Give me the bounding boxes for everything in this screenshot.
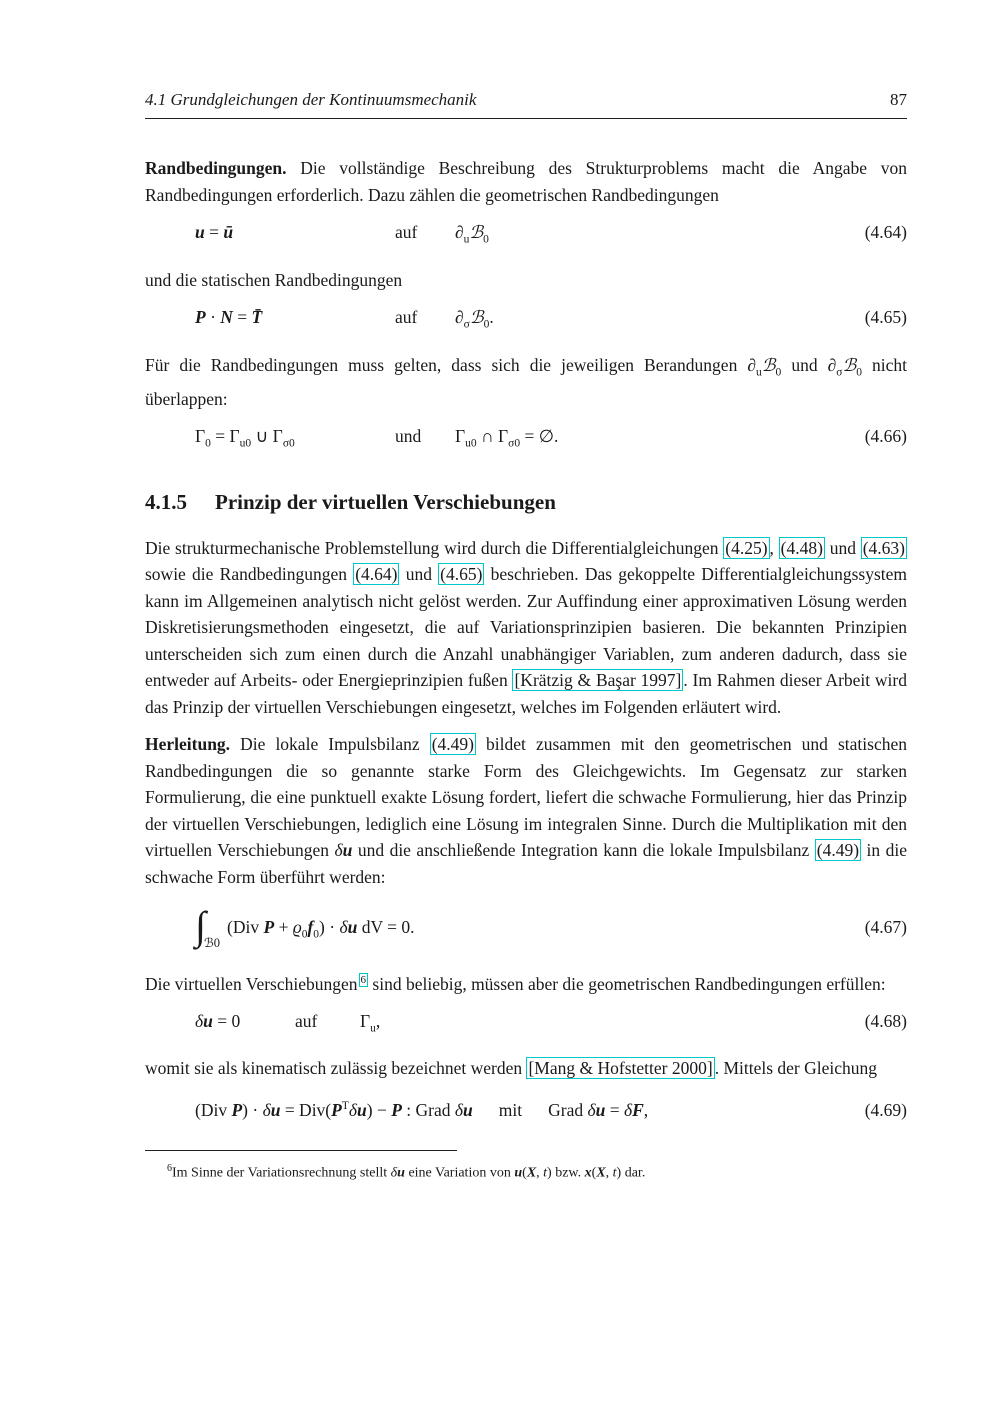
math-token: ℬ: [842, 354, 857, 375]
math-token: 0: [301, 928, 308, 941]
inline-math: [334, 840, 352, 860]
math-token: X: [596, 1165, 606, 1181]
math-token: P: [231, 1099, 243, 1120]
math-token: 0: [483, 318, 490, 331]
math-token: X: [526, 1165, 537, 1181]
equation-reference-link[interactable]: (4.49): [431, 734, 474, 754]
math-token: ∂: [827, 354, 837, 375]
text-run: beschrieben. Das gekoppelte Differentialgleichungssystem kann im Allgemeinen analytisch nicht gelöst werden. Zur Auffindung einer approximativen Lösung werden Diskretisierungsmethoden eingesetzt, die auf Variationsprinzipien basieren. Die bekannten Prinzipien unterscheiden sich zum einen durch die Anzahl unabhängiger Variablen, zum anderen dadurch, dass sie entweder auf Arbeits- oder Energieprinzipien fußen: [145, 564, 907, 690]
math-token: ∫: [195, 903, 206, 948]
equation-rhs: [548, 1097, 648, 1124]
math-token: Γ: [455, 426, 466, 446]
math-token: σ: [463, 318, 470, 331]
equation-connector: auf: [395, 307, 418, 327]
footnote-ref-link[interactable]: 6: [360, 973, 367, 986]
math-token: u0: [465, 437, 477, 450]
text-run: . Mittels der Gleichung: [714, 1058, 878, 1079]
text-run: sind beliebig, müssen aber die geometrischen Randbedingungen erfüllen:: [368, 973, 886, 994]
text-run: nicht überlappen:: [145, 354, 907, 409]
math-token: P: [195, 307, 206, 327]
equation-4-65: [145, 304, 907, 339]
math-token: u: [347, 917, 358, 937]
math-token: (Div: [227, 917, 264, 937]
text-run: bildet zusammen mit den geometrischen und statischen Randbedingungen die so genannte starke Form des Gleichgewichts. Im Gegensatz zur starken Formulierung, die eine punktuell exakte Lösung fordert, liefert die schwache Formulierung, hier das Prinzip der virtuellen Verschiebungen, lediglich eine Lösung im integralen Sinne. Durch die Multiplikation mit den virtuellen Verschiebungen: [145, 734, 907, 860]
section-title: Prinzip der virtuellen Verschiebungen: [215, 489, 556, 514]
text-run: und: [399, 564, 439, 584]
text-run: . Im Rahmen dieser Arbeit wird das Prinzip der virtuellen Verschiebungen eingesetzt, welches im Folgenden erläutert wird.: [145, 670, 907, 717]
equation-connector: und: [395, 426, 422, 446]
math-token: ): [616, 1165, 622, 1181]
math-token: δ: [587, 1099, 596, 1120]
equation-lhs: [195, 219, 395, 246]
equation-number: (4.69): [864, 1099, 907, 1120]
equation-number: (4.65): [864, 307, 907, 327]
math-token: ,: [536, 1165, 544, 1181]
math-token: δ: [454, 1099, 464, 1120]
math-token: P: [391, 1099, 402, 1120]
math-token: δ: [195, 1010, 204, 1031]
inline-math: [514, 1165, 551, 1180]
equation-4-67: [145, 903, 907, 950]
equation-connector: mit: [498, 1099, 523, 1120]
math-token: ∂: [747, 354, 757, 375]
inline-math: [827, 354, 862, 378]
equation-lhs: [195, 903, 415, 950]
equation-4-68: [145, 1008, 907, 1043]
math-token: ·: [205, 307, 221, 327]
math-token: ℬ: [761, 354, 776, 375]
math-token: u: [203, 1010, 213, 1031]
text-run: eine Variation von: [404, 1165, 515, 1181]
equation-connector: auf: [395, 222, 418, 242]
math-token: T: [341, 1099, 349, 1112]
math-token: 0: [313, 928, 320, 941]
equation-4-66: [145, 423, 907, 458]
text-run: Für die Randbedingungen muss gelten, dass sich die jeweiligen Berandungen: [145, 354, 748, 375]
footnote: [145, 1159, 907, 1184]
inline-math: [391, 1165, 405, 1180]
math-token: = Γ: [210, 426, 240, 446]
math-token: =: [204, 222, 224, 242]
paragraph-kinematisch-zulaessig: [145, 1055, 907, 1082]
math-token: t: [543, 1165, 548, 1181]
paragraph-statische-randbedingungen: [145, 267, 907, 294]
math-token: σ0: [508, 437, 521, 450]
math-token: u: [756, 366, 762, 378]
equation-number: (4.67): [864, 917, 907, 937]
math-token: .: [489, 307, 494, 327]
math-token: 0: [205, 437, 211, 450]
math-token: =: [605, 1099, 624, 1120]
math-token: u: [195, 222, 205, 242]
math-token: ∂: [455, 222, 464, 242]
math-token: ∩ Γ: [476, 426, 509, 446]
footnote-marker: 6: [167, 1162, 172, 1174]
math-token: Γ: [195, 426, 206, 446]
math-token: σ: [836, 366, 843, 378]
math-token: ): [547, 1165, 552, 1181]
text-run: ,: [769, 537, 779, 558]
math-token: u: [342, 840, 353, 860]
equation-lhs: [195, 1008, 295, 1035]
text-run: in die schwache Form überführt werden:: [145, 840, 908, 887]
math-token: 0: [775, 366, 782, 378]
equation-rhs: [360, 1008, 380, 1043]
math-token: N: [220, 307, 233, 327]
math-token: : Grad: [401, 1099, 455, 1120]
math-token: dV = 0.: [357, 917, 415, 937]
math-token: δ: [348, 1099, 358, 1120]
equation-reference-link[interactable]: (4.48): [780, 537, 823, 558]
running-head: 4.1 Grundgleichungen der Kontinuumsmechanik: [145, 90, 477, 109]
equation-reference-link[interactable]: (4.49): [816, 840, 860, 860]
math-token: u: [514, 1165, 523, 1181]
math-token: Γ: [360, 1010, 371, 1031]
equation-rhs: [455, 423, 558, 458]
math-token: δ: [390, 1165, 398, 1181]
page-number: 87: [890, 90, 907, 109]
math-token: = 0: [212, 1010, 241, 1031]
equation-number: (4.68): [864, 1010, 907, 1031]
equation-connector: auf: [295, 1010, 318, 1031]
text-run: und die statischen Randbedingungen: [145, 269, 403, 290]
math-token: u: [463, 233, 470, 246]
paragraph-problemstellung: [145, 535, 907, 721]
math-token: ,: [643, 1099, 649, 1120]
math-token: ℬ: [469, 307, 484, 327]
math-token: (: [522, 1165, 527, 1181]
equation-rhs: [455, 219, 489, 254]
math-token: +: [274, 917, 293, 937]
math-token: ∪ Γ: [251, 426, 283, 446]
equation-number: (4.64): [864, 222, 907, 242]
paragraph-herleitung: [145, 731, 907, 890]
text-run: Im Sinne der Variationsrechnung stellt: [172, 1165, 391, 1181]
math-token: ∂: [455, 307, 464, 327]
math-token: = ∅.: [520, 426, 559, 446]
paragraph-randbedingungen: [145, 155, 907, 208]
math-token: P: [263, 917, 275, 937]
math-token: 0: [856, 366, 862, 378]
equation-4-69: [145, 1093, 907, 1124]
paragraph-virtuelle-verschiebungen: [145, 967, 907, 997]
math-token: =: [232, 307, 252, 327]
math-token: (Div: [195, 1099, 232, 1120]
math-token: ū: [223, 222, 234, 242]
equation-lhs: [195, 304, 395, 331]
page-header: [145, 90, 907, 119]
text-run: bzw.: [551, 1165, 585, 1181]
math-token: f: [307, 917, 314, 937]
inline-math: [747, 354, 782, 378]
paragraph-berandungen: [145, 352, 907, 413]
math-token: ℬ0: [203, 936, 221, 950]
math-token: ,: [375, 1010, 381, 1031]
math-token: ) −: [366, 1099, 392, 1120]
citation-link[interactable]: [Krätzig & Başar 1997]: [514, 670, 682, 690]
equation-number: (4.66): [864, 426, 907, 446]
text-run: Die strukturmechanische Problemstellung wird durch die Differentialgleichungen: [145, 537, 724, 558]
math-token: δ: [623, 1099, 633, 1120]
paragraph-lead: Randbedingungen.: [145, 158, 287, 178]
text-run: sowie die Randbedingungen: [145, 564, 354, 584]
equation-rhs: [455, 304, 494, 339]
footnote-text: [172, 1165, 645, 1180]
math-token: δ: [262, 1099, 271, 1120]
footnote-rule: [145, 1150, 457, 1151]
math-token: ) ·: [242, 1099, 263, 1120]
equation-reference-link[interactable]: (4.25): [725, 537, 768, 558]
citation-link[interactable]: [Mang & Hofstetter 2000]: [528, 1058, 713, 1079]
text-run: und die anschließende Integration kann die lokale Impulsbilanz: [352, 840, 815, 860]
math-token: (: [591, 1165, 597, 1181]
math-token: u0: [239, 437, 252, 450]
math-token: u: [397, 1165, 405, 1181]
math-token: T̄: [251, 307, 263, 327]
inline-math: [585, 1165, 622, 1180]
math-token: 0: [483, 233, 489, 246]
text-run: und: [824, 537, 861, 558]
math-token: = Div(: [280, 1099, 332, 1120]
section-number: 4.1.5: [145, 489, 187, 514]
text-run: und: [781, 354, 828, 375]
math-token: δ: [334, 840, 343, 860]
text-run: Die virtuellen Verschiebungen: [145, 973, 358, 994]
math-token: x: [584, 1165, 592, 1181]
paragraph-lead: Herleitung.: [145, 734, 231, 754]
math-token: u: [270, 1099, 281, 1120]
equation-4-64: [145, 219, 907, 254]
text-run: dar.: [621, 1165, 646, 1181]
equation-lhs: [195, 423, 395, 458]
equation-reference-link[interactable]: (4.64): [355, 564, 398, 584]
math-token: u: [370, 1022, 376, 1035]
equation-reference-link[interactable]: (4.63): [862, 537, 906, 558]
equation-lhs: [195, 1093, 473, 1124]
equation-reference-link[interactable]: (4.65): [440, 564, 483, 584]
math-token: σ0: [282, 437, 295, 450]
math-token: ) ·: [319, 917, 340, 937]
math-token: F: [632, 1099, 644, 1120]
text-run: Die vollständige Beschreibung des Strukturproblems macht die Angabe von Randbedingungen erforderlich. Dazu zählen die geometrischen Randbedingungen: [145, 158, 907, 205]
math-token: ℬ: [469, 222, 484, 242]
math-token: ,: [605, 1165, 613, 1181]
section-heading: [145, 490, 907, 515]
math-token: u: [595, 1099, 606, 1120]
math-token: u: [357, 1099, 367, 1120]
math-token: t: [612, 1165, 617, 1181]
math-token: ϱ: [292, 917, 302, 937]
math-token: P: [331, 1099, 342, 1120]
text-run: Die lokale Impulsbilanz: [230, 734, 430, 754]
math-token: u: [463, 1099, 473, 1120]
text-run: womit sie als kinematisch zulässig bezeichnet werden: [145, 1058, 527, 1079]
math-token: Grad: [548, 1099, 588, 1120]
math-token: δ: [339, 917, 348, 937]
